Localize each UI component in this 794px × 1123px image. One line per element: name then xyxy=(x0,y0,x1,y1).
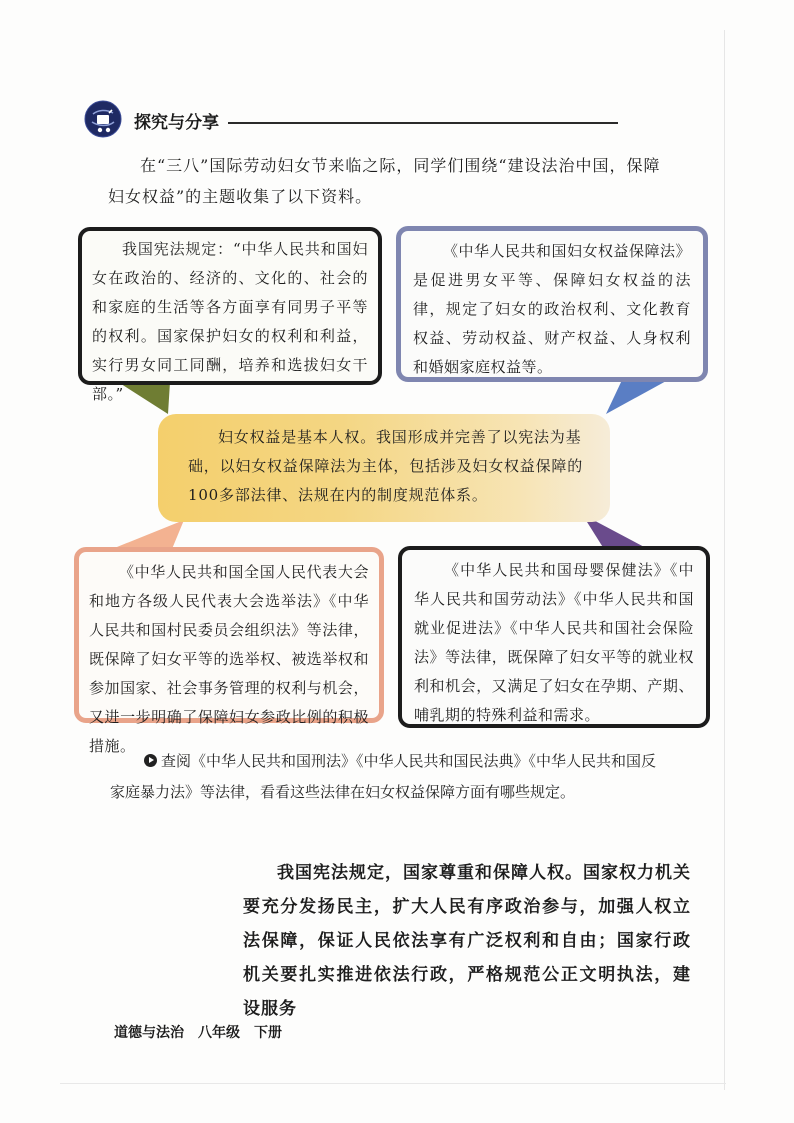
connector-top-right xyxy=(606,380,668,414)
body-paragraph: 我国宪法规定，国家尊重和保障人权。国家权力机关要充分发扬民主，扩大人民有序政治参与，加强人权立法保障，保证人民依法享有广泛权利和自由；国家行政机关要扎实推进依法行政，严格规范公正文明执法，建设服务 xyxy=(243,863,691,1019)
page-footer: 道德与法治 八年级 下册 xyxy=(114,1025,282,1041)
center-summary: 妇女权益是基本人权。我国形成并完善了以宪法为基础，以妇女权益保障法为主体，包括涉及妇女权益保障的100多部法律、法规在内的制度规范体系。 xyxy=(158,414,610,522)
play-bullet-icon xyxy=(144,754,157,767)
research-task-text: 查阅《中华人民共和国刑法》《中华人民共和国民法典》《中华人民共和国反家庭暴力法》等法律，看看这些法律在妇女权益保障方面有哪些规定。 xyxy=(110,752,657,801)
bubble-womens-rights-law: 《中华人民共和国妇女权益保障法》是促进男女平等、保障妇女权益的法律，规定了妇女的政治权利、文化教育权益、劳动权益、财产权益、人身权利和婚姻家庭权益等。 xyxy=(396,226,708,382)
connector-bottom-left xyxy=(112,520,184,549)
research-task xyxy=(110,746,670,808)
bubble-constitution: 我国宪法规定：“中华人民共和国妇女在政治的、经济的、文化的、社会的和家庭的生活等各方面享有同男子平等的权利。国家保护妇女的权利和利益，实行男女同工同酬，培养和选拔妇女干部。” xyxy=(78,227,382,385)
bubble-labor-law: 《中华人民共和国母婴保健法》《中华人民共和国劳动法》《中华人民共和国就业促进法》《中华人民共和国社会保险法》等法律，既保障了妇女平等的就业权利和机会，又满足了妇女在孕期、产期、哺乳期的特殊利益和需求。 xyxy=(398,546,710,728)
intro-text: 在“三八”国际劳动妇女节来临之际，同学们围绕“建设法治中国，保障妇女权益”的主题收集了以下资料。 xyxy=(108,156,661,206)
bubble-election-law: 《中华人民共和国全国人民代表大会和地方各级人民代表大会选举法》《中华人民共和国村民委员会组织法》等法律，既保障了妇女平等的选举权、被选举权和参加国家、社会事务管理的权利与机会，又进一步明确了保障妇女参政比例的积极措施。 xyxy=(74,547,384,723)
section-title: 探究与分享 xyxy=(134,113,219,133)
connector-top-left xyxy=(118,382,170,414)
